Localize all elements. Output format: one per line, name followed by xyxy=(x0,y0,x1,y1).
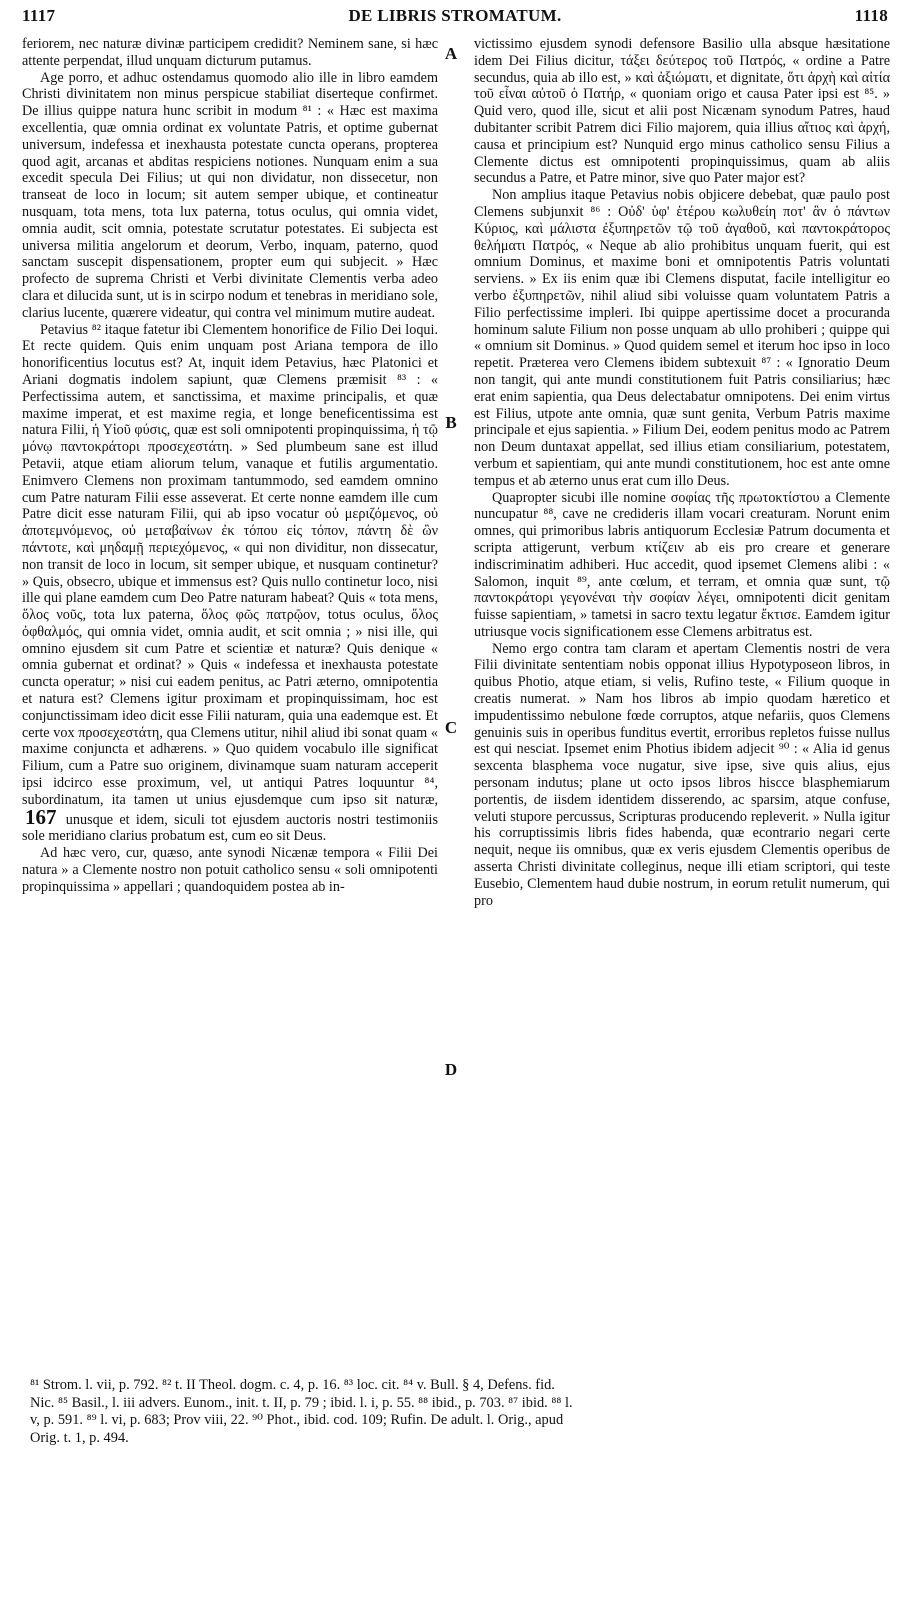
paragraph xyxy=(22,322,438,846)
paragraph: feriorem, nec naturæ divinæ participem credidit? Neminem sane, si hæc attente perpendat, illud unquam dicturum putamus. xyxy=(22,36,438,69)
footnote-line: Nic. ⁸⁵ Basil., l. iii advers. Eunom., init. t. II, p. 79 ; ibid. l. i, p. 55. ⁸⁸ ibid., p. 703. ⁸⁷ ibid. ⁸⁸ l. xyxy=(30,1394,573,1411)
margin-marker-a: A xyxy=(444,44,458,63)
paragraph: Non amplius itaque Petavius nobis objicere debebat, quæ paulo post Clemens subjunxit ⁸⁶ : Οὐδ' ὑφ' ἑτέρου κωλυθείη ποτ' ἂν ὁ πάντων Κύριος, καὶ μάλιστα ἐξυπηρετῶν τῷ τοῦ ἀγαθοῦ, καὶ παντοκράτορος θελήματι Πατρός, « Neque ab alio prohibitus unquam fuerit, qui est omnium Dominus, et maxime boni et omnipotentis Patris voluntati serviens. » Ex iis enim quæ ibi Clemens disputat, facile intelligitur eo verbo ἐξυπηρετῶν, nihil aliud sibi voluisse quam voluntatem Patris a Filio perfectissime impleri. Ibi quippe apertissime docet a procuranda hominum salute Filium non posse unquam ab ullo prohiberi ; quippe qui « omnium sit Dominus. » Quod quidem semel et iterum hoc ipso in loco repetit. Præterea vero Clemens ibidem subtexuit ⁸⁷ : « Ignoratio Deum non tangit, qui ante mundi constitutionem fuit Patris consiliarius; hæc erat enim sapientia, qua Deus delectabatur omnipotens. Dei enim virtus est Filius, utpote ante omnia, quæ sunt genita, Verbum Patris maxime principale et ejus sapientia. » Filium Dei, eodem penitus modo ac Patrem non Deum duntaxat appellat, sed illius etiam consiliarium, potestatem, verbum et sapientiam, qui ante mundi constitutionem, hoc est ante omne tempus et ab æterno unus erat cum illo Deus. xyxy=(474,187,890,489)
running-title: DE LIBRIS STROMATUM. xyxy=(348,6,562,25)
footnote-line: Orig. t. 1, p. 494. xyxy=(30,1429,129,1446)
paragraph: Nemo ergo contra tam claram et apertam Clementis nostri de vera Filii divinitate sententiam nobis opponat illius Hypotyposeon libros, in quibus Photio, atque etiam, si velis, Rufino teste, « Filium quoque in creatis numerat. » Nam hos libros ab impio quodam hæretico et impudentissimo nebulone fœde corruptos, atque nefariis, quos Clemens genuinis suis in operibus funditus evertit, erroribus repletos fuisse nullus est qui nesciat. Ipsemet enim Photius ibidem adjecit ⁹⁰ : « Alia id genus sexcenta blasphema voce nugatur, sive ipse, sive quis alius, ejus personam indutus; plane ut octo ipsos libros hiscce blasphemiarum portentis, de iisdem identidem disserendo, ac sparsim, atque confuse, veluti stupore percussus, Scripturas producendo repleverit. » Nulla igitur his corruptissimis libris fides habenda, quæ econtrario negari certe nequit, neque iis omnibus, quæ ex veris ejusdem Clementis operibus de asserta Christi divinitate colleginus, neque illi etiam scriptori, qui teste Eusebio, Clementem haud dubie nostrum, in eorum retulit numerum, qui pro xyxy=(474,640,890,909)
margin-marker-b: B xyxy=(445,413,457,432)
paragraph: Quapropter sicubi ille nomine σοφίας τῆς πρωτοκτίστου a Clemente nuncupatur ⁸⁸, cave ne credideris illam vocari creaturam. Norunt enim omnes, qui primoribus labris antiquorum Ecclesiæ Patrum documenta et scripta attigerunt, verbum κτίζειν ab eis pro creare et generare indiscriminatim adhiberi. Huc accedit, quod ipsemet Clemens alibi : « Salomon, inquit ⁸⁹, ante cœlum, et terram, et omnia quæ sunt, τῷ παντοκράτορι γεγονέναι τὴν σοφίαν λέγει, omnipotenti dicit genitam fuisse sapientiam, » tametsi in sacro textu legatur ἔκτισε. Eamdem igitur utriusque vocis significationem esse Clemens arbitratus est. xyxy=(474,489,890,640)
footnotes xyxy=(30,1377,888,1447)
left-column xyxy=(22,36,438,896)
running-header xyxy=(22,6,888,30)
paragraph-text: Petavius ⁸² itaque fatetur ibi Clementem honorifice de Filio Dei loqui. Et recte quidem. Quis enim unquam post Ariana tempora de illo honorificentius locutus est? At, inquit idem Petavius, hæc Platonici et Ariani dogmatis indolem sapiunt, quæ Clemens præmisit ⁸³ : « Perfectissima autem, et sanctissima, et maxime principalis, et quæ maxime imperat, et est maxime regia, et longe beneficentissima est natura Filii, ἡ Υἱοῦ φύσις, quæ est soli omnipotenti propinquissima, ἡ τῷ μόνῳ παντοκράτορι προσεχεστάτη. » Sed plumbeum sane est illud Petavii, atque etiam aliorum telum, vanaque et futilis argumentatio. Enimvero Clemens non proximam tantummodo, sed eamdem omnino cum Patre naturam Filii esse asseverat. Et certe nonne eamdem ille cum Patre dicit esse naturam Filii, qui ab ipso vocatur οὐ μεριζόμενος, οὐ ἀποτεμνόμενος, οὐ μεταβαίνων ἐκ τόπου εἰς τόπον, πάντη δὲ ὢν πάντοτε, καὶ μηδαμῇ περιεχόμενος, « qui non dividitur, non dissecatur, non transit de loco in locum, sit semper ubique, et nusquam continetur? » Quis, obsecro, ubique et immensus est? Quis nullo continetur loco, nisi ille qui plane eamdem cum Deo Patre naturam habeat? Quis « tota mens, ὅλος νοῦς, tota lux paterna, ὅλος φῶς πατρῷον, totus oculus, ὅλος ὀφθαλμός, qui omnia videt, omnia audit, et scit omnia ; » nisi ille, qui omnino ejusdem sit cum Patre et scientiæ et naturæ? Quis denique « omnia gubernat et ordinat? » Quis « indefessa et inexhausta potestate cuncta operatur; » nisi cui eadem penitus, ac Patri æterno, omnipotentia et natura est? Clemens igitur proximam et propinquissimam, hoc est conjunctissimam ideo dicit esse Filii naturam, quia una eademque est. Et certe vox προσεχεστάτη, qua Clemens utitur, nihil aliud ibi sonat quam « maxime conjuncta et adhærens. » Quo quidem vocabulo ille significat Filium, cum a Patre suo originem, divinamque suam naturam acceperit ipsi idcirco esse proximum, vel, ut antiqui Patres loquuntur ⁸⁴, subordinatum, ita tamen ut unius ejusdemque cum ipso sit naturæ, xyxy=(22,321,438,808)
footnote-line: v, p. 591. ⁸⁹ l. vi, p. 683; Prov viii, 22. ⁹⁰ Phot., ibid. cod. 109; Rufin. De adult. l. Orig., apud xyxy=(30,1412,564,1428)
column-number-left: 1117 xyxy=(22,6,56,25)
footnote-line: ⁸¹ Strom. l. vii, p. 792. ⁸² t. II Theol. dogm. c. 4, p. 16. ⁸³ loc. cit. ⁸⁴ v. Bull. § 4, Defens. fid. xyxy=(30,1377,555,1393)
page-number: 167 xyxy=(25,804,57,829)
paragraph: victissimo ejusdem synodi defensore Basilio ulla absque hæsitatione idem Dei Filius dicitur, τάξει δεύτερος τοῦ Πατρός, « ordine a Patre secundus, quia ab illo est, » καὶ ἀξιώματι, et dignitate, ὅτι ἀρχὴ καὶ αἰτία τοῦ εἶναι αὐτοῦ ὁ Πατήρ, « quoniam origo et causa Pater ipsi est ⁸⁵. » Quid vero, quod ille, sicut et alii post Nicænam synodum Patres, haud dubitanter scribit Patrem dici Filio majorem, quia illius αἴτιος καὶ ἀρχή, causa et principium est? Nunquid ergo minus catholico sensu Filius a Clemente dictus est omnipotenti propinquissimus, quam ab aliis secundus a Patre, et Patre minor, sive quo Pater major est? xyxy=(474,36,890,187)
right-column xyxy=(474,36,890,909)
column-number-right: 1118 xyxy=(854,6,888,25)
margin-marker-d: D xyxy=(444,1060,458,1079)
paragraph: Age porro, et adhuc ostendamus quomodo alio ille in libro eamdem Christi divinitatem non minus perspicue stabiliat diserteque confirmet. De illius quippe natura hunc scribit in modum ⁸¹ : « Hæc est maxima excellentia, quæ omnia ordinat ex voluntate Patris, et optime gubernat universum, indefessa et inexhausta potestate cuncta operans, propterea quod agit, arcanas et abditas respiciens notiones. Nunquam enim a sua excedit specula Dei Filius; ut qui non dividatur, non dissecetur, non transeat de loco in locum; sit autem semper ubique, et contineatur nusquam, tota mens, tota lux paterna, totus oculus, qui omnia videt, omnia audit, scit omnia, potestate scrutatur potestates. Ei subjecta est universa militia angelorum et deorum, Verbo, inquam, paterno, quod sanctam suscepit dispensationem, propter eum qui subjecit. » Hæc profecto de suprema Christi et Verbi divinitate Clementis verba adeo clara et dilucida sunt, ut is in scirpo nodum et tenebras in meridiano sole, clarius lucente, quærere videatur, qui contra vel minimum mutire audeat. xyxy=(22,69,438,321)
paragraph-text: unusque et idem, siculi tot ejusdem auctoris nostri testimoniis sole meridiano clarius probatum est, cum eo sit Deus. xyxy=(22,811,439,845)
margin-marker-c: C xyxy=(444,718,458,737)
paragraph: Ad hæc vero, cur, quæso, ante synodi Nicænæ tempora « Filii Dei natura » a Clemente nostro non potuit catholico sensu « soli omnipotenti propinquissima » appellari ; quandoquidem postea ab in- xyxy=(22,845,438,895)
